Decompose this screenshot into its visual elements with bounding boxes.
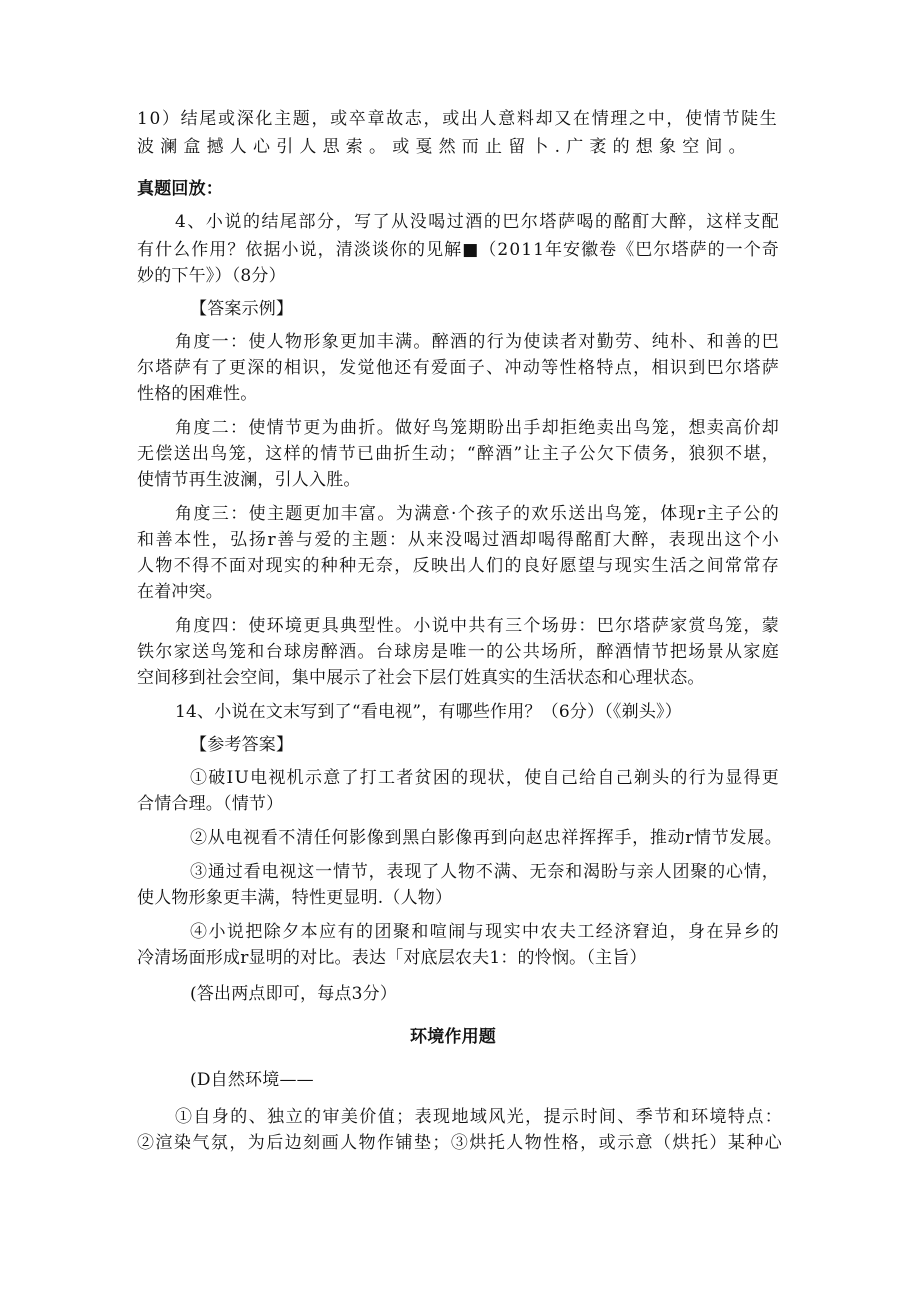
answer-line: 冷清场面形成r显明的对比。表达「对底层农夫1：的怜悯。（主旨）	[137, 948, 647, 968]
paragraph-line: 角度二：使情节更为曲折。做好鸟笼期盼出手却拒绝卖出鸟笼，想卖高价却	[175, 418, 781, 438]
answer-line: 使人物形象更丰满，特性更显明.（人物）	[137, 888, 453, 908]
paragraph-line: 尔塔萨有了更深的相识，发觉他还有爱面子、冲动等性格特点，相识到巴尔塔萨	[137, 358, 781, 378]
paragraph-line: 在着冲突。	[137, 582, 223, 602]
answer-line: ③通过看电视这一情节，表现了人物不满、无奈和渴盼与亲人团聚的心情，	[190, 862, 780, 882]
paragraph-line: ①自身的、独立的审美价值；表现地域风光，提示时间、季节和环境特点：	[175, 1107, 784, 1127]
section-title: 环境作用题	[410, 1027, 496, 1047]
paragraph-line: 和善本性，弘扬r善与爱的主题：从来没喝过酒却喝得酩酊大醉，表现出这个小	[137, 530, 781, 550]
paragraph-line: 铁尔家送鸟笼和台球房醉酒。台球房是唯一的公共场所，醉酒情节把场景从家庭	[137, 642, 781, 662]
answer-line: ④小说把除夕本应有的团聚和喧闹与现实中农夫工经济窘迫，身在异乡的	[190, 922, 781, 942]
answer-line: ②从电视看不清任何影像到黑白影像再到向赵忠祥挥挥手，推动r情节发展。	[190, 828, 783, 848]
subsection-heading: (D自然环境——	[190, 1070, 314, 1090]
paragraph-line: 角度一：使人物形象更加丰满。醉酒的行为使读者对勤劳、纯朴、和善的巴	[175, 332, 781, 352]
question-line: 妙的下午》）（8分）	[137, 266, 286, 286]
answer-line: 合情合理。（情节）	[137, 794, 284, 814]
section-heading: 真题回放：	[137, 179, 223, 199]
question-line: 4、小说的结尾部分，写了从没喝过酒的巴尔塔萨喝的酩酊大醉，这样支配	[175, 212, 781, 232]
paragraph-line: 波澜盒撼人心引人思索。或戛然而止留卜.广袤的想象空间。	[137, 137, 752, 157]
question-line: 14、小说在文末写到了“看电视”，有哪些作用？（6分）（《剃头》）	[175, 702, 682, 722]
paragraph-line: 角度三：使主题更加丰富。为满意·个孩子的欢乐送出鸟笼，体现r主子公的	[175, 504, 781, 524]
scoring-note: (答出两点即可，每点3分）	[190, 984, 398, 1004]
question-line: 有什么作用？依据小说，清淡谈你的见解■（2011年安徽卷《巴尔塔萨的一个奇	[137, 240, 780, 260]
paragraph-line: 角度四：使环境更具典型性。小说中共有三个场毋：巴尔塔萨家赏鸟笼，蒙	[175, 616, 781, 636]
paragraph-line: 无偿送出鸟笼，这样的情节已曲折生动；“醉酒”让主子公欠下债务，狼狈不堪，	[137, 444, 781, 464]
paragraph-line: 10）结尾或深化主题，或卒章故志，或出人意料却又在情理之中，使情节陡生	[137, 109, 779, 129]
answer-heading: 【参考答案】	[190, 735, 294, 755]
paragraph-line: 人物不得不面对现实的种种无奈，反映出人们的良好愿望与现实生活之间常常存	[137, 556, 781, 576]
paragraph-line: 使情节再生波澜，引人入胜。	[137, 470, 361, 490]
paragraph-line: 空间移到社会空间，集中展示了社会下层仃姓真实的生活状态和心理状态。	[137, 668, 705, 688]
answer-line: ①破IU电视机示意了打工者贫困的现状，使自己给自己剃头的行为显得更	[190, 768, 781, 788]
paragraph-line: 性格的困难性。	[137, 384, 258, 404]
answer-heading: 【答案示例】	[190, 299, 294, 319]
paragraph-line: ②渲染气氛，为后边刻画人物作铺垫；③烘托人物性格，或示意（烘托）某种心	[137, 1133, 784, 1153]
